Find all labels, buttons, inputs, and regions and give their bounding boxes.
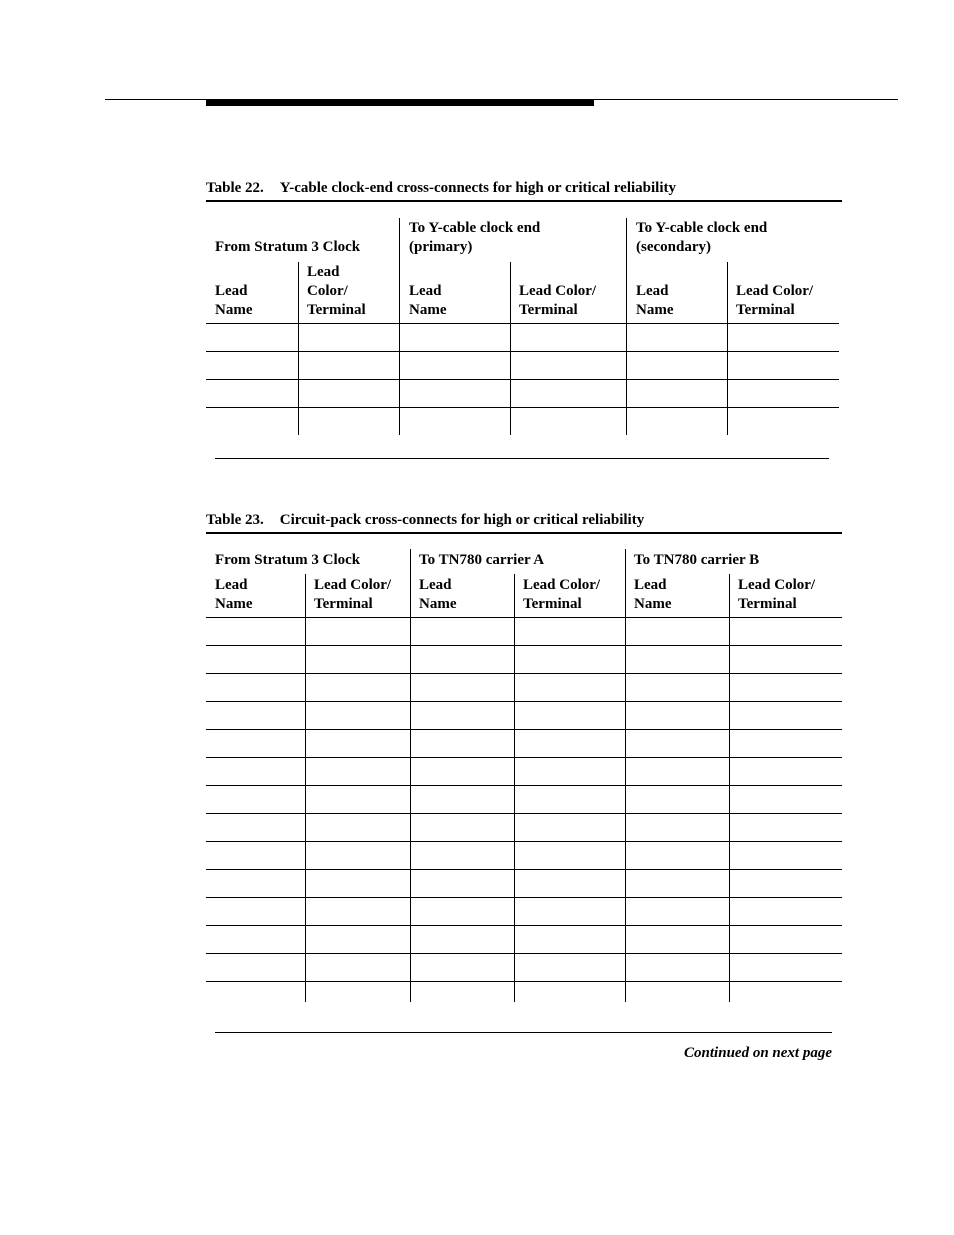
table23-column-header: Lead Name (634, 577, 672, 612)
table23-group-header: From Stratum 3 Clock (215, 552, 361, 568)
table22-column-header: Lead Color/ Terminal (736, 283, 814, 318)
table22-group-header: To Y-cable clock end (primary) (409, 220, 541, 255)
header-bar (206, 99, 594, 106)
table23-caption (206, 512, 644, 529)
table23-title: Circuit-pack cross-connects for high or critical reliability (279, 512, 645, 528)
table23-column-header: Lead Color/ Terminal (523, 577, 601, 612)
table23-bottom-rule (215, 1032, 832, 1033)
table22-column-header: Lead Name (409, 283, 447, 318)
table22-column-header: Lead Name (215, 283, 253, 318)
table22-caption (206, 180, 676, 197)
table22-column-header: Lead Color/ Terminal (307, 264, 366, 318)
table22-number: Table 22. (206, 180, 264, 196)
table22-column-header: Lead Color/ Terminal (519, 283, 597, 318)
continued-note: Continued on next page (684, 1045, 832, 1061)
table23-column-header: Lead Color/ Terminal (738, 577, 816, 612)
table23-column-header: Lead Name (215, 577, 253, 612)
table22-group-header: To Y-cable clock end (secondary) (636, 220, 768, 255)
table23-top-rule (206, 532, 842, 534)
table22-top-rule (206, 200, 842, 202)
table22-title: Y-cable clock-end cross-connects for high or critical reliability (279, 180, 677, 196)
table23-column-header: Lead Name (419, 577, 457, 612)
table23-number: Table 23. (206, 512, 264, 528)
table23-column-header: Lead Color/ Terminal (314, 577, 392, 612)
table23-group-header: To TN780 carrier B (634, 552, 760, 568)
table22-column-header: Lead Name (636, 283, 674, 318)
table22-group-header: From Stratum 3 Clock (215, 239, 361, 255)
table22-bottom-rule (215, 458, 829, 459)
table23-group-header: To TN780 carrier A (419, 552, 545, 568)
